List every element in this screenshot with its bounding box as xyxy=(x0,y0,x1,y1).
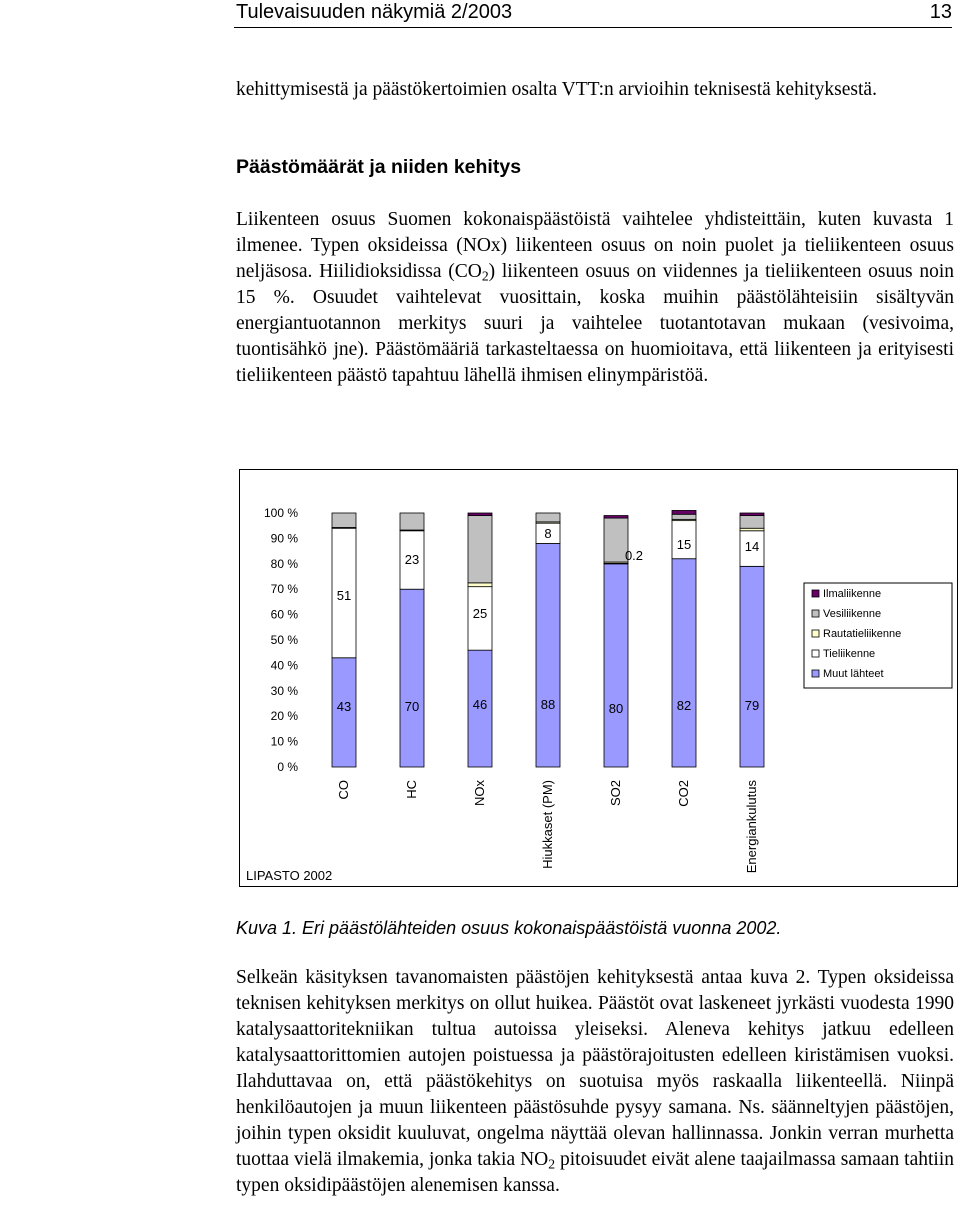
y-tick-label: 70 % xyxy=(270,582,298,597)
header-title: Tulevaisuuden näkymiä 2/2003 xyxy=(236,1,513,23)
paragraph-2-part-a: Selkeän käsityksen tavanomaisten päästöjen kehityksestä antaa kuva 2. Typen oksideissa teknisen kehityksen merkitys on ollut huikea. Päästöt ovat laskeneet jyrkästi vuodesta 1990 katalysaattoritekniikan tultua autoissa yleiseksi. Aleneva kehitys jatkuu edelleen katalysaattorittomien autojen poistuessa ja päästörajoitusten edelleen kiristämisen vuoksi. Ilahduttavaa on, että päästökehitys on suotuisa myös raskaalla liikenteellä. Niinpä henkilöautojen ja muun liikenteen päästösuhde pysyy samana. Ns. säänneltyjen päästöjen, joihin typen oksidit kuuluvat, ongelma näyttää olevan hallinnassa. Jonkin verran murhetta tuottaa vielä ilmakemia, jonka takia NO xyxy=(236,967,954,1170)
y-tick-label: 20 % xyxy=(270,709,298,724)
legend-swatch xyxy=(812,630,819,637)
data-label: 23 xyxy=(404,552,420,567)
x-category-label: CO xyxy=(336,780,351,800)
intro-paragraph: kehittymisestä ja päästökertoimien osalta VTT:n arvioihin teknisestä kehityksestä. xyxy=(236,79,877,100)
bar-segment xyxy=(400,513,424,530)
legend-swatch xyxy=(812,650,819,657)
x-category-label: SO2 xyxy=(608,780,623,807)
paragraph-1-subscript: 2 xyxy=(481,268,489,284)
bar-segment xyxy=(740,566,764,767)
paragraph-2-subscript: 2 xyxy=(548,1156,556,1172)
x-category-label: Hiukkaset (PM) xyxy=(540,780,555,869)
paragraph-1-part-b: ) liikenteen osuus on viidennes ja tieliikenteen osuus noin 15 %. Osuudet vaihtelevat vuosittain, koska muihin päästölähteisiin sisältyvän energiantuotannon merkitys suuri ja vaihtelee tuotantotavan mukaan (vesivoima, tuontisähkö jne). Päästömääriä tarkasteltaessa on huomioitava, että liikenteen ja erityisesti tieliikenteen päästö tapahtuu lähellä ihmisen elinympäristöä. xyxy=(236,261,954,386)
legend-label: Ilmaliikenne xyxy=(823,588,882,600)
data-label: 70 xyxy=(404,699,420,714)
figure-caption: Kuva 1. Eri päästölähteiden osuus kokonaispäästöistä vuonna 2002. xyxy=(236,918,782,938)
data-label: 15 xyxy=(676,537,692,552)
x-category-label: HC xyxy=(404,780,419,799)
data-label: 25 xyxy=(472,606,488,621)
y-tick-label: 90 % xyxy=(270,531,298,546)
bar-segment xyxy=(468,583,492,587)
data-label: 43 xyxy=(336,699,352,714)
legend-swatch xyxy=(812,670,819,677)
legend-label: Vesiliikenne xyxy=(823,608,882,620)
data-label: 88 xyxy=(540,697,556,712)
bar-segment xyxy=(604,516,628,519)
bar-segment xyxy=(332,513,356,527)
paragraph-2-part-b: pitoisuudet eivät alene taajailmassa samaan tahtiin typen oksidipäästöjen alenemisen kanssa. xyxy=(236,1149,954,1196)
legend-label: Tieliikenne xyxy=(823,648,876,660)
section-heading: Päästömäärät ja niiden kehitys xyxy=(236,156,522,178)
figure-1-chart xyxy=(239,469,958,887)
bar-segment xyxy=(740,516,764,529)
y-tick-label: 10 % xyxy=(270,734,298,749)
bar-segment xyxy=(672,559,696,767)
bar-segment xyxy=(672,514,696,519)
data-label: 46 xyxy=(472,697,488,712)
data-label: 82 xyxy=(676,698,692,713)
legend-swatch xyxy=(812,610,819,617)
paragraph-1 xyxy=(236,207,954,389)
x-category-label: CO2 xyxy=(676,780,691,807)
legend-label: Rautatieliikenne xyxy=(823,628,902,640)
y-tick-label: 100 % xyxy=(263,506,298,520)
page-header xyxy=(234,0,952,28)
paragraph-2 xyxy=(236,965,954,1199)
page-number: 13 xyxy=(929,1,952,23)
data-label: 0.2 xyxy=(624,548,644,563)
paragraph-1-part-a: Liikenteen osuus Suomen kokonaispäästöistä vaihtelee yhdisteittäin, kuten kuvasta 1 ilmenee. Typen oksideissa (NOx) liikenteen osuus on noin puolet ja tieliikenteen osuus neljäsosa. Hiilidioksidissa (CO xyxy=(236,209,954,282)
data-label: 14 xyxy=(744,539,760,554)
stacked-bar-chart xyxy=(240,470,959,888)
data-label: 80 xyxy=(608,701,624,716)
bar-segment xyxy=(468,513,492,516)
bar-segment xyxy=(536,543,560,767)
data-label: 51 xyxy=(336,588,352,603)
bar-segment xyxy=(400,589,424,767)
data-label: 8 xyxy=(544,526,552,541)
y-tick-label: 60 % xyxy=(270,607,298,622)
x-category-label: NOx xyxy=(472,780,487,806)
y-tick-label: 30 % xyxy=(270,683,298,698)
bar-segment xyxy=(536,513,560,522)
source-note: LIPASTO 2002 xyxy=(246,868,333,883)
legend-label: Muut lähteet xyxy=(823,668,884,680)
data-label: 79 xyxy=(744,698,760,713)
bar-segment xyxy=(468,516,492,583)
y-tick-label: 0 % xyxy=(277,760,298,774)
bar-segment xyxy=(672,510,696,514)
x-category-label: Energiankulutus xyxy=(744,780,759,874)
legend-swatch xyxy=(812,590,819,597)
y-tick-label: 40 % xyxy=(270,658,298,673)
y-tick-label: 80 % xyxy=(270,556,298,571)
bar-segment xyxy=(740,513,764,516)
y-tick-label: 50 % xyxy=(270,633,298,647)
bar-segment xyxy=(604,564,628,767)
